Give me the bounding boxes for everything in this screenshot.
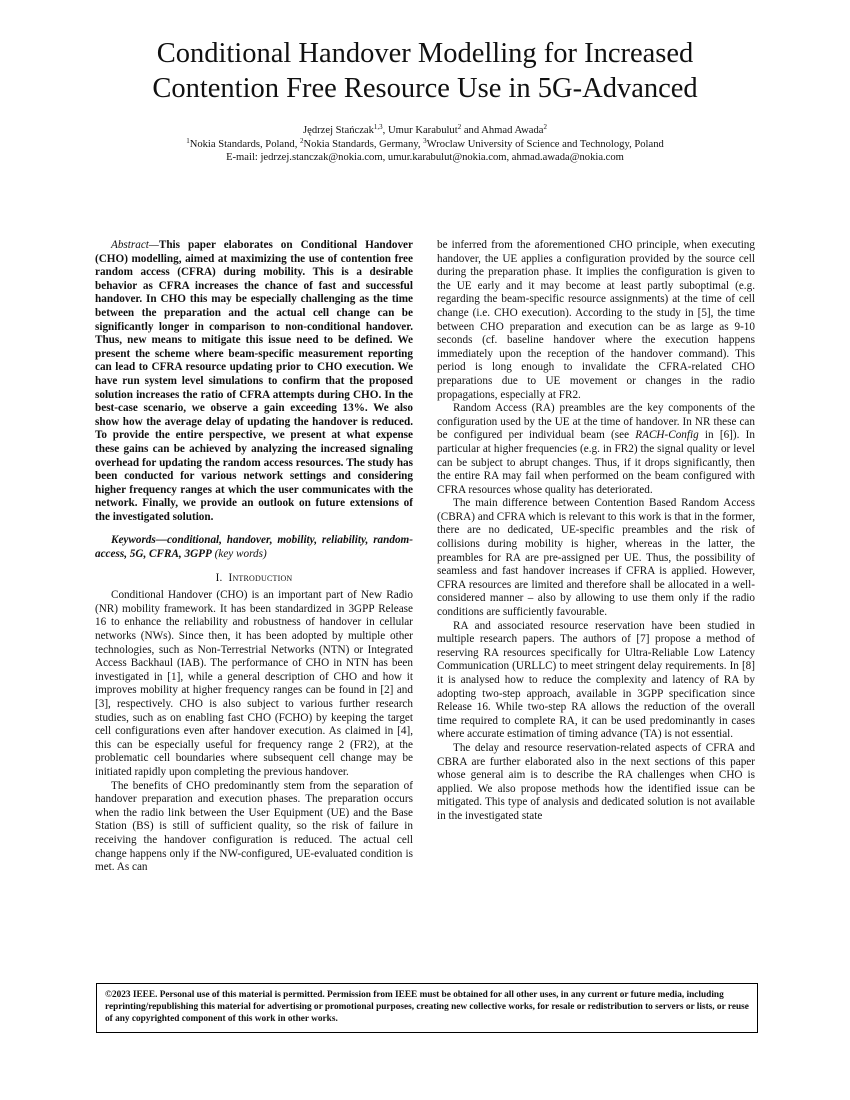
left-column xyxy=(95,239,413,875)
section-title: Introduction xyxy=(228,571,293,584)
affiliation-3-mark: 3 xyxy=(423,136,427,145)
affiliation-1-mark: 1 xyxy=(186,136,190,145)
section-numeral: I. xyxy=(215,571,223,584)
section-heading-introduction xyxy=(95,572,413,586)
intro-paragraph-5: RA and associated resource reservation have been studied in multiple research papers. The authors of [7] propose a method of reserving RA resources specifically for Ultra-Reliable Low Latency Communication (URLLC) to meet stringent delay requirements. In [8] it is analysed how to reduce the complexity and latency of RA by adopting two-step approach, available in 3GPP specification since Release 16. While two-step RA allows the reduction of the overall time required to complete RA, it can be used predominantly in cases where accurate estimation of timing advance (TA) is not essential. xyxy=(437,619,755,741)
intro-paragraph-4: The main difference between Contention Based Random Access (CBRA) and CFRA which is relevant to this work is that in the former, there are no dedicated, UE-specific preambles and the risk of collisions during mobility is higher, whereas in the latter, the preambles for RA are pre-assigned per UE. Thus, the possibility of seamless and fast handover increases if CFRA is applied. However, CFRA resources are limited and therefore shall be allocated in a well-considered manner – also by allowing to use them only if the radio conditions are sufficiently favourable. xyxy=(437,497,755,619)
author-emails: E-mail: jedrzej.stanczak@nokia.com, umur.karabulut@nokia.com, ahmad.awada@nokia.com xyxy=(226,152,624,163)
affiliation-1: Nokia Standards, Poland, xyxy=(189,138,301,150)
paper-title xyxy=(0,36,850,106)
paragraph-text: in [6]). In particular at higher frequencies (e.g. in FR2) the signal quality or level can be subject to abrupt changes. Thus, if it drops significantly, then the entire RA may fail when performed on the beam configured with CFRA resources whose quality has deteriorated. xyxy=(437,429,755,496)
affiliation-3: Wroclaw University of Science and Technology, Poland xyxy=(426,138,664,150)
affiliations xyxy=(0,138,850,152)
keywords-note: (key words) xyxy=(211,548,267,561)
intro-paragraph-2-continued: be inferred from the aforementioned CHO principle, when executing handover, the UE applies a configuration provided by the source cell during the preparation phase. It implies the configuration is given to the UE early and it may become at least partly suboptimal (e.g. regarding the beam-specific resource assignments) at the time of cell change (i.e. CHO execution). According to the study in [5], the time between CHO preparation and execution can be as large as 9-10 seconds (cf. baseline handover where the execution happens immediately upon the reception of the handover command). This period is long enough to invalidate the CFRA-related CHO preparations due to UE movement or changes in the radio propagations, especially at FR2. xyxy=(437,239,755,401)
author-1: Jędrzej Stańczak xyxy=(303,125,374,136)
abstract-lead: Abstract— xyxy=(111,239,159,251)
keywords xyxy=(95,534,413,561)
affiliation-2: Nokia Standards, Germany, xyxy=(303,138,424,150)
intro-paragraph-6: The delay and resource reservation-related aspects of CFRA and CBRA are further elaborated also in the next sections of this paper whose general aim is to describe the RA challenges when CHO is applied. We also propose methods how the identified issue can be mitigated. This type of analysis and dedicated solution is not available in the investigated state xyxy=(437,741,755,822)
right-column xyxy=(437,239,755,824)
affiliation-2-mark: 2 xyxy=(300,136,304,145)
author-3-affiliation-mark: 2 xyxy=(543,123,547,131)
title-line-2: Contention Free Resource Use in 5G-Advanced xyxy=(152,73,698,104)
author-1-affiliation-mark: 1,3 xyxy=(373,123,383,131)
rach-config-term: RACH-Config xyxy=(635,429,699,442)
author-2-affiliation-mark: 2 xyxy=(457,123,462,131)
intro-paragraph-2: The benefits of CHO predominantly stem from the separation of handover preparation and execution phases. The preparation occurs when the radio link between the User Equipment (UE) and the Base Station (BS) is still of sufficient quality, so the risk of failure in receiving the handover configuration is reduced. The actual cell change happens only if the NW-configured, UE-evaluated condition is met. As can xyxy=(95,779,413,874)
keywords-text: Keywords—conditional, handover, mobility, reliability, random-access, 5G, CFRA, 3GPP xyxy=(95,534,413,561)
title-line-1: Conditional Handover Modelling for Increased xyxy=(156,38,694,69)
intro-paragraph-1: Conditional Handover (CHO) is an important part of New Radio (NR) mobility framework. It has been standardized in 3GPP Release 16 to enhance the reliability and robustness of handover in cellular networks (NWs). Since then, it has been adopted by multiple other technologies, such as Non-Terrestrial Networks (NTN) or Integrated Access Backhaul (IAB). The performance of CHO in NTN has been investigated in [1], while a general description of CHO and how it improves mobility at higher frequency ranges can be found in [2] and [3], respectively. CHO is also subject to various further research studies, such as on enabling fast CHO (FCHO) by keeping the target cell configurations even after handover execution. As claimed in [4], this can be especially useful for frequency range 2 (FR2), at the problematic cell boundaries where subsequent cell change may be initiated rapidly upon completing the previous handover. xyxy=(95,589,413,778)
copyright-notice: ©2023 IEEE. Personal use of this material is permitted. Permission from IEEE must be obtained for all other uses, in any current or future media, including reprinting/republishing this material for advertising or promotional purposes, creating new collective works, for resale or redistribution to servers or lists, or reuse of any copyrighted component of this work in other works. xyxy=(96,983,758,1033)
abstract xyxy=(95,239,413,524)
intro-paragraph-3 xyxy=(437,402,755,497)
author-list xyxy=(0,124,850,138)
author-2: , Umur Karabulut xyxy=(382,125,458,136)
author-block xyxy=(0,124,850,165)
paragraph-text: Random Access (RA) preambles are the key components of the configuration used by the UE at the time of handover. In NR these can be configured per individual beam (see xyxy=(437,402,755,442)
abstract-text: This paper elaborates on Conditional Handover (CHO) modelling, aimed at maximizing the use of contention free random access (CFRA) during mobility. This is a desirable behavior as CFRA increases the chance of fast and successful handover. In CHO this may be especially challenging as the time between the preparation and the actual cell change can be significantly longer in comparison to non-conditional handover. Thus, new means to mitigate this issue need to be defined. We present the scheme where beam-specific measurement reporting can lead to CFRA resource updating prior to CHO execution. We have run system level simulations to confirm that the proposed solution increases the ratio of CFRA attempts during CHO. In the best-case scenario, we observe a gain exceeding 13%. We also show how the average delay of updating the handover is reduced. To provide the entire perspective, we present at what expense these gains can be achieved by analyzing the increased signaling overhead for updating the random access resources. The study has been conducted for various network settings and considering higher frequency ranges at which the user communicates with the network. Finally, we provide an outlook on future extensions of the investigated solution. xyxy=(95,239,413,523)
author-3: and Ahmad Awada xyxy=(461,125,544,136)
